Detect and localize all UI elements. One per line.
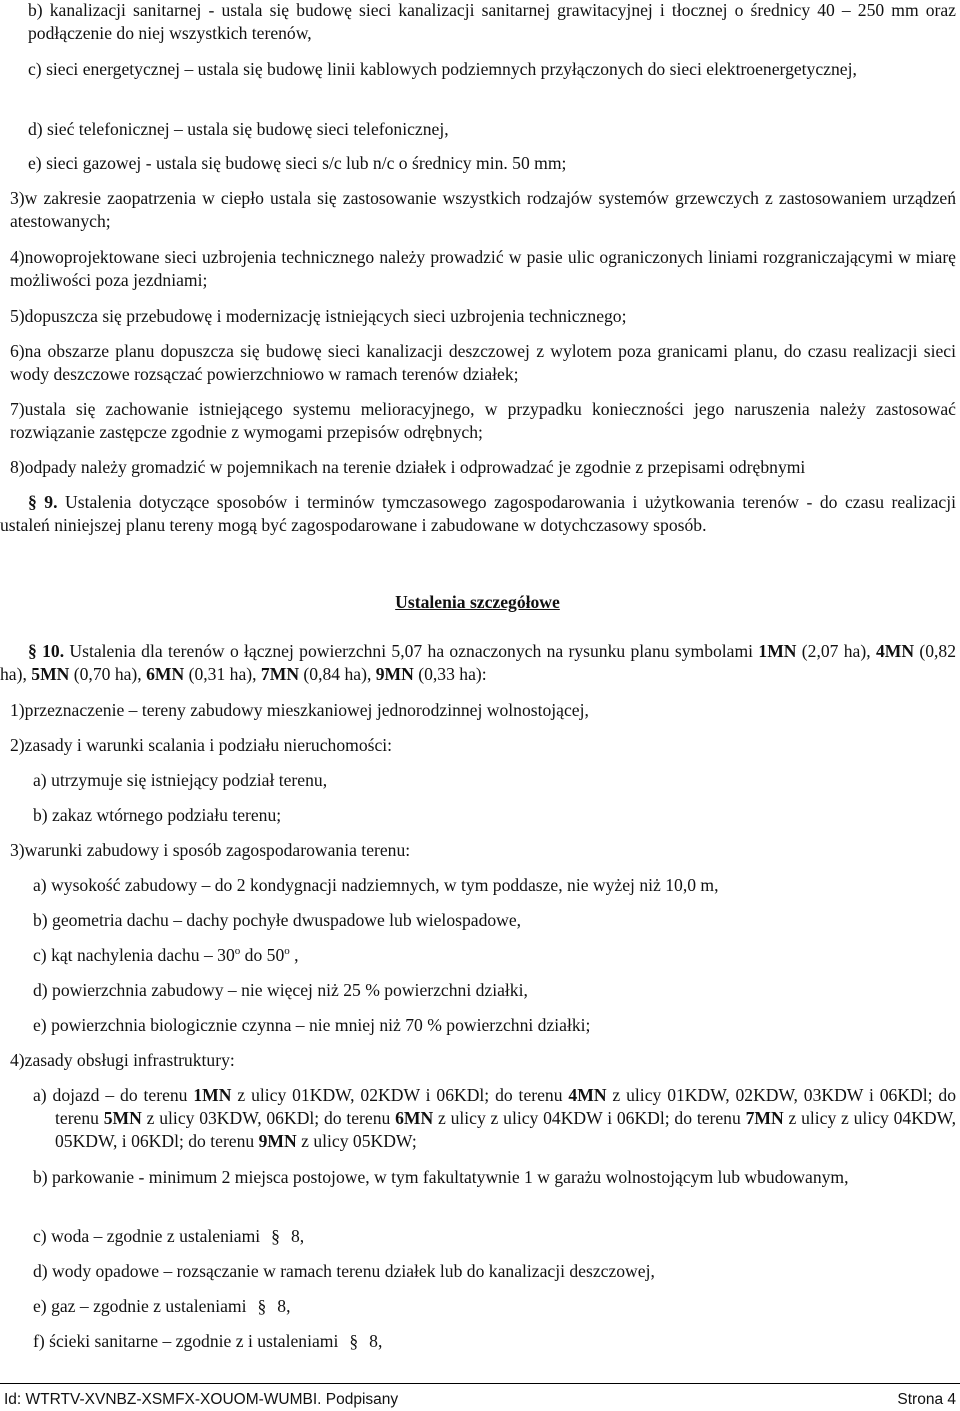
para-b-text: b) kanalizacji sanitarnej - ustala się budowę sieci kanalizacji sanitarnej grawitacyjnej i tłocznej o średnicy 40 – 250 mm oraz podłączenie do niej wszystkich terenów, <box>28 0 956 43</box>
item-4d-text: d) wody opadowe – rozsączanie w ramach terenu działek lub do kanalizacji deszczowej, <box>33 1261 655 1281</box>
item-4a-text-2: z ulicy 01KDW, 02KDW i 06KDl; do terenu <box>231 1085 569 1105</box>
para-e-gas <box>28 152 566 175</box>
item-3c-text: c) kąt nachylenia dachu – 30 <box>33 945 235 965</box>
item-2-merging <box>10 734 392 757</box>
footer-page-number: Strona 4 <box>897 1391 956 1408</box>
item-4d-rainwater <box>33 1260 655 1283</box>
item-4a-text-5: z ulicy z ulicy 04KDW i 06KDl; do terenu <box>433 1107 746 1128</box>
item-3b <box>33 909 521 932</box>
item-3-development <box>10 839 410 862</box>
para-d-telephone <box>28 118 449 141</box>
item-4f-text: f) ścieki sanitarne – zgodnie z i ustaleniami <box>33 1331 343 1351</box>
point-3-text: 3)w zakresie zaopatrzenia w ciepło ustala się zastosowanie wszystkich rodzajów systemów grzewczych z zastosowaniem urządzeń atestowanych; <box>10 188 956 231</box>
footer-divider <box>0 1383 960 1384</box>
access-1MN: 1MN <box>193 1085 232 1105</box>
area-6MN: (0,31 ha), <box>184 663 261 684</box>
symbol-9MN: 9MN <box>375 663 414 684</box>
item-3a <box>33 874 719 897</box>
item-3e <box>33 1014 590 1037</box>
heading-detailed-provisions: Ustalenia szczegółowe <box>395 592 560 612</box>
item-3b-text: b) geometria dachu – dachy pochyłe dwuspadowe lub wielospadowe, <box>33 910 522 930</box>
para-b-sewage <box>28 0 956 45</box>
item-2-text: 2)zasady i warunki scalania i podziału nieruchomości: <box>10 735 393 755</box>
item-2a <box>33 769 327 792</box>
access-6MN: 6MN <box>395 1107 434 1128</box>
item-4-infrastructure <box>10 1049 235 1072</box>
para-c-energy <box>28 58 956 81</box>
item-4b-parking <box>33 1166 956 1189</box>
item-4e-text: e) gaz – zgodnie z ustaleniami <box>33 1296 251 1316</box>
symbol-6MN: 6MN <box>146 663 185 684</box>
paragraph-sign: § <box>349 1331 359 1351</box>
symbol-7MN: 7MN <box>260 663 300 684</box>
point-7-melioration <box>10 398 956 444</box>
item-4c-text: c) woda – zgodnie z ustaleniami <box>33 1226 265 1246</box>
item-3-text: 3)warunki zabudowy i sposób zagospodarowania terenu: <box>10 840 411 860</box>
section-10-paragraph <box>0 640 956 686</box>
area-5MN: (0,70 ha), <box>69 663 147 684</box>
item-1-purpose <box>10 699 589 722</box>
point-8-waste <box>10 456 805 479</box>
item-3c <box>33 944 299 967</box>
point-8-text: 8)odpady należy gromadzić w pojemnikach na terenie działek i odprowadzać je zgodnie z przepisami odrębnymi <box>10 457 806 477</box>
item-4f-text-2: 8, <box>364 1331 383 1351</box>
item-4f-sewage <box>33 1330 382 1353</box>
access-9MN: 9MN <box>258 1130 297 1151</box>
item-4c-text-2: 8, <box>286 1226 305 1246</box>
item-2a-text: a) utrzymuje się istniejący podział terenu, <box>33 770 328 790</box>
area-1MN: (2,07 ha), <box>796 641 876 661</box>
point-5-text: 5)dopuszcza się przebudowę i modernizację istniejących sieci uzbrojenia technicznego; <box>10 306 627 326</box>
item-4a-text-3: z ulicy 01KDW, 02KDW, 03KDW i 06KDl; do terenu <box>55 1085 956 1128</box>
footer-document-id: Id: WTRTV-XVNBZ-XSMFX-XOUOM-WUMBI. Podpisany <box>4 1391 399 1408</box>
symbol-5MN: 5MN <box>31 663 70 684</box>
point-4-text: 4)nowoprojektowane sieci uzbrojenia technicznego należy prowadzić w pasie ulic ograniczonych liniami rozgraniczającymi w miarę możliwości poza jezdniami; <box>10 247 956 290</box>
item-4a-access <box>33 1084 956 1152</box>
point-3-heat <box>10 187 956 233</box>
item-3d-text: d) powierzchnia zabudowy – nie więcej niż 25 % powierzchni działki, <box>33 980 528 1000</box>
degree-sup-2: o <box>284 945 290 958</box>
area-4MN: (0,82 ha), <box>0 641 957 684</box>
area-9MN: (0,33 ha): <box>413 663 487 684</box>
item-4c-water <box>33 1225 304 1248</box>
section-10-text: Ustalenia dla terenów o łącznej powierzchni 5,07 ha oznaczonych na rysunku planu symbolami <box>64 641 759 661</box>
item-3c-text-3: , <box>289 945 299 965</box>
section-9-text: Ustalenia dotyczące sposobów i terminów tymczasowego zagospodarowania i użytkowania terenów - do czasu realizacji ustaleń niniejszej planu tereny mogą być zagospodarowane i zabudowane w dotychczasowy sposób. <box>0 492 956 535</box>
paragraph-sign: § <box>271 1226 280 1246</box>
item-4a-text-4: z ulicy 03KDW, 06KDl; do terenu <box>141 1107 396 1128</box>
item-3c-text-2: do 50 <box>240 945 285 965</box>
para-d-text: d) sieć telefonicznej – ustala się budowę sieci telefonicznej, <box>28 119 449 139</box>
point-7-text: 7)ustala się zachowanie istniejącego systemu melioracyjnego, w przypadku konieczności jego naruszenia należy zastosować rozwiązanie zastępcze zgodnie z wymogami przepisów odrębnych; <box>10 399 956 442</box>
para-c-text: c) sieci energetycznej – ustala się budowę linii kablowych podziemnych przyłączonych do sieci elektroenergetycznej, <box>28 59 857 79</box>
item-4b-text: b) parkowanie - minimum 2 miejsca postojowe, w tym fakultatywnie 1 w garażu wolnostojącym lub wbudowanym, <box>33 1167 849 1187</box>
degree-sup-1: o <box>234 945 241 958</box>
section-9-number: § 9. <box>28 492 58 512</box>
item-4e-gas <box>33 1295 290 1318</box>
point-6-drainage <box>10 340 956 386</box>
item-4e-text-2: 8, <box>272 1296 291 1316</box>
paragraph-sign: § <box>257 1296 267 1316</box>
access-4MN: 4MN <box>568 1085 607 1105</box>
item-4a-text: a) dojazd – do terenu <box>33 1085 194 1105</box>
point-6-text: 6)na obszarze planu dopuszcza się budowę sieci kanalizacji deszczowej z wylotem poza granicami planu, do czasu realizacji sieci wody deszczowe rozsączać powierzchniowo w ramach terenów działek; <box>10 341 956 384</box>
point-4-networks <box>10 246 956 292</box>
item-2b <box>33 804 281 827</box>
area-7MN: (0,84 ha), <box>299 663 376 684</box>
item-2b-text: b) zakaz wtórnego podziału terenu; <box>33 805 282 825</box>
item-3e-text: e) powierzchnia biologicznie czynna – nie mniej niż 70 % powierzchni działki; <box>33 1015 591 1035</box>
section-10-number: § 10. <box>28 641 65 661</box>
para-e-text: e) sieci gazowej - ustala się budowę sieci s/c lub n/c o średnicy min. 50 mm; <box>28 153 567 173</box>
item-3d <box>33 979 528 1002</box>
access-7MN: 7MN <box>745 1107 784 1128</box>
symbol-4MN: 4MN <box>875 641 915 661</box>
symbol-1MN: 1MN <box>758 641 797 661</box>
item-4-text: 4)zasady obsługi infrastruktury: <box>10 1050 235 1070</box>
item-3a-text: a) wysokość zabudowy – do 2 kondygnacji nadziemnych, w tym poddasze, nie wyżej niż 10,0 m, <box>33 875 719 895</box>
section-9-paragraph <box>0 491 956 537</box>
item-4a-text-6: z ulicy z ulicy 04KDW, 05KDW, i 06KDl; do terenu <box>55 1107 956 1151</box>
item-1-text: 1)przeznaczenie – tereny zabudowy mieszkaniowej jednorodzinnej wolnostojącej, <box>10 700 589 720</box>
item-4a-text-7: z ulicy 05KDW; <box>296 1130 417 1151</box>
access-5MN: 5MN <box>103 1107 142 1128</box>
point-5-modernization <box>10 305 627 328</box>
